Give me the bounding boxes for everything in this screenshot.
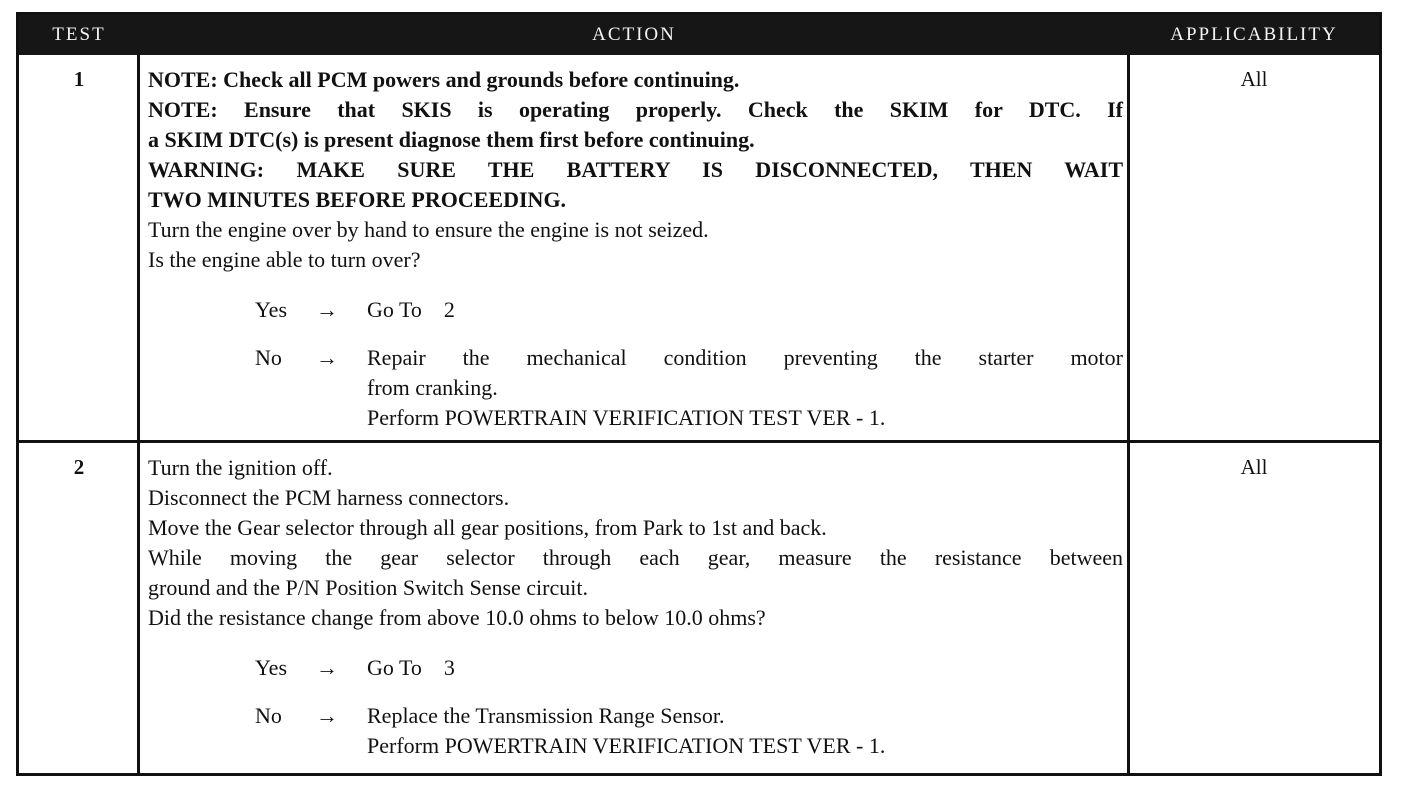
header-test: TEST: [52, 24, 106, 45]
no-action-line: Repair the mechanical condition preventing the starter motor: [367, 345, 1123, 370]
question-line: Is the engine able to turn over?: [148, 247, 421, 272]
goto-number: 2: [443, 297, 455, 322]
test-number: 1: [73, 67, 85, 91]
no-action: [367, 701, 1123, 761]
warning-line: WARNING: MAKE SURE THE BATTERY IS DISCONNECTED, THEN WAIT: [148, 157, 1123, 182]
yes-label: Yes: [255, 297, 288, 322]
no-response: [148, 343, 1123, 433]
right-arrow-icon: →: [316, 297, 338, 322]
note-line: NOTE: Ensure that SKIS is operating properly. Check the SKIM for DTC. If: [148, 97, 1123, 122]
no-action-line: Perform POWERTRAIN VERIFICATION TEST VER - 1.: [367, 405, 886, 430]
goto-number: 3: [443, 655, 455, 680]
note-line: a SKIM DTC(s) is present diagnose them first before continuing.: [148, 127, 755, 152]
step-line: Disconnect the PCM harness connectors.: [148, 485, 510, 510]
right-arrow-icon: →: [316, 345, 338, 370]
step-line: ground and the P/N Position Switch Sense circuit.: [148, 575, 588, 600]
no-label: No: [255, 703, 282, 728]
table-header: [19, 15, 1379, 55]
step-line: Turn the ignition off.: [148, 455, 333, 480]
applicability-value: All: [1240, 455, 1268, 479]
no-action-line: from cranking.: [367, 375, 498, 400]
goto-label: Go To: [367, 655, 422, 680]
table-row: [19, 55, 1379, 440]
yes-label: Yes: [255, 655, 288, 680]
step-line: Turn the engine over by hand to ensure the engine is not seized.: [148, 217, 709, 242]
step-line: While moving the gear selector through each gear, measure the resistance between: [148, 545, 1123, 570]
test-number: 2: [73, 455, 85, 479]
no-label: No: [255, 345, 282, 370]
yes-response: [148, 295, 1123, 325]
action-cell: [148, 65, 1123, 433]
diagnostic-table: [16, 12, 1382, 776]
note-line: NOTE: Check all PCM powers and grounds before continuing.: [148, 67, 740, 92]
yes-action: [367, 653, 1123, 683]
right-arrow-icon: →: [316, 655, 338, 680]
no-action-line: Replace the Transmission Range Sensor.: [367, 703, 725, 728]
applicability-value: All: [1240, 67, 1268, 91]
right-arrow-icon: →: [316, 703, 338, 728]
question-line: Did the resistance change from above 10.0 ohms to below 10.0 ohms?: [148, 605, 766, 630]
yes-action: [367, 295, 1123, 325]
no-response: [148, 701, 1123, 761]
table-row: [19, 443, 1379, 773]
goto-label: Go To: [367, 297, 422, 322]
step-line: Move the Gear selector through all gear positions, from Park to 1st and back.: [148, 515, 827, 540]
action-cell: [148, 453, 1123, 761]
no-action: [367, 343, 1123, 433]
header-action: ACTION: [592, 24, 676, 45]
warning-line: TWO MINUTES BEFORE PROCEEDING.: [148, 187, 567, 212]
header-applicability: APPLICABILITY: [1170, 24, 1338, 45]
yes-response: [148, 653, 1123, 683]
no-action-line: Perform POWERTRAIN VERIFICATION TEST VER - 1.: [367, 733, 886, 758]
